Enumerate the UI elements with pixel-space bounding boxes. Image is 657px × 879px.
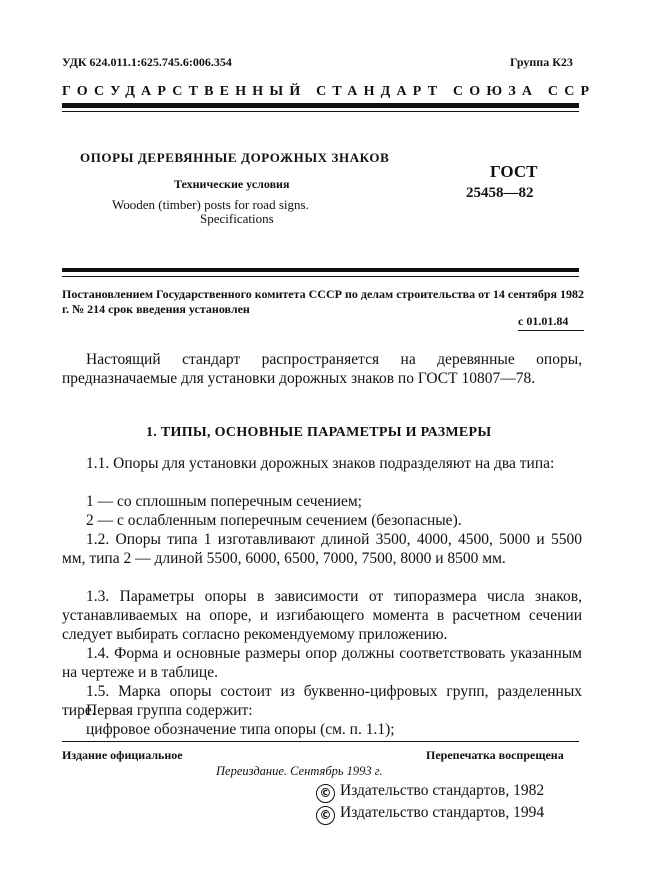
copyright-icon: © <box>316 784 335 803</box>
header-rule-thin <box>62 111 579 112</box>
clause-1-2: 1.2. Опоры типа 1 изготавливают длиной 3500, 4000, 4500, 5000 и 5500 мм, типа 2 — длиной 5500, 6000, 6500, 7000, 7500, 8000 и 8500 мм. <box>62 531 582 567</box>
reissue-note: Переиздание. Сентябрь 1993 г. <box>216 764 383 778</box>
intro-paragraph: Настоящий стандарт распространяется на деревянные опоры, предназначаемые для установки дорожных знаков по ГОСТ 10807—78. <box>62 351 582 387</box>
clause-1-1: 1.1. Опоры для установки дорожных знаков подразделяют на два типа: <box>86 455 555 472</box>
type-1-item: 1 — со сплошным поперечным сечением; <box>86 493 362 510</box>
footer-rule <box>62 741 579 742</box>
gost-label: ГОСТ <box>490 162 538 181</box>
gost-number: 25458—82 <box>466 185 534 201</box>
english-title-line2: Specifications <box>200 211 274 226</box>
title-rule-thin <box>62 276 579 277</box>
title-rule-thick <box>62 268 579 272</box>
reprint-prohibited: Перепечатка воспрещена <box>426 748 564 762</box>
digital-designation-line: цифровое обозначение типа опоры (см. п. 1.1); <box>86 721 395 738</box>
copyright-1994 <box>316 804 544 825</box>
clause-1-5: 1.5. Марка опоры состоит из буквенно-цифровых групп, разделенных тире. <box>62 683 582 719</box>
first-group-line: Первая группа содержит: <box>86 702 253 719</box>
copyright-1994-text: Издательство стандартов, 1994 <box>340 804 545 821</box>
clause-1-4: 1.4. Форма и основные размеры опор должны соответствовать указанным на чертеже и в таблице. <box>62 645 582 681</box>
decree-text: Постановлением Государственного комитета СССР по делам строительства от 14 сентября 1982 г. № 214 срок введения установлен <box>62 287 584 316</box>
official-edition: Издание официальное <box>62 748 183 762</box>
copyright-1982-text: Издательство стандартов, 1982 <box>340 782 545 799</box>
clause-1-3: 1.3. Параметры опоры в зависимости от типоразмера числа знаков, устанавливаемых на опоре, и изгибающего момента в расчетном сечении следует выбирать согласно рекомендуемому приложению. <box>62 588 582 643</box>
effective-date: с 01.01.84 <box>518 314 569 328</box>
copyright-1982 <box>316 782 544 803</box>
state-standard-heading: ГОСУДАРСТВЕННЫЙ СТАНДАРТ СОЮЗА ССР <box>62 84 596 99</box>
document-title: ОПОРЫ ДЕРЕВЯННЫЕ ДОРОЖНЫХ ЗНАКОВ <box>80 150 390 165</box>
document-subtitle: Технические условия <box>174 177 290 191</box>
udk-code: УДК 624.011.1:625.745.6:006.354 <box>62 55 232 69</box>
header-rule-thick <box>62 103 579 108</box>
section-heading: 1. ТИПЫ, ОСНОВНЫЕ ПАРАМЕТРЫ И РАЗМЕРЫ <box>146 425 492 440</box>
english-title-line1: Wooden (timber) posts for road signs. <box>112 197 309 212</box>
copyright-icon: © <box>316 806 335 825</box>
effective-date-underline <box>518 330 584 331</box>
type-2-item: 2 — с ослабленным поперечным сечением (безопасные). <box>86 512 462 529</box>
group-code: Группа К23 <box>510 55 573 69</box>
